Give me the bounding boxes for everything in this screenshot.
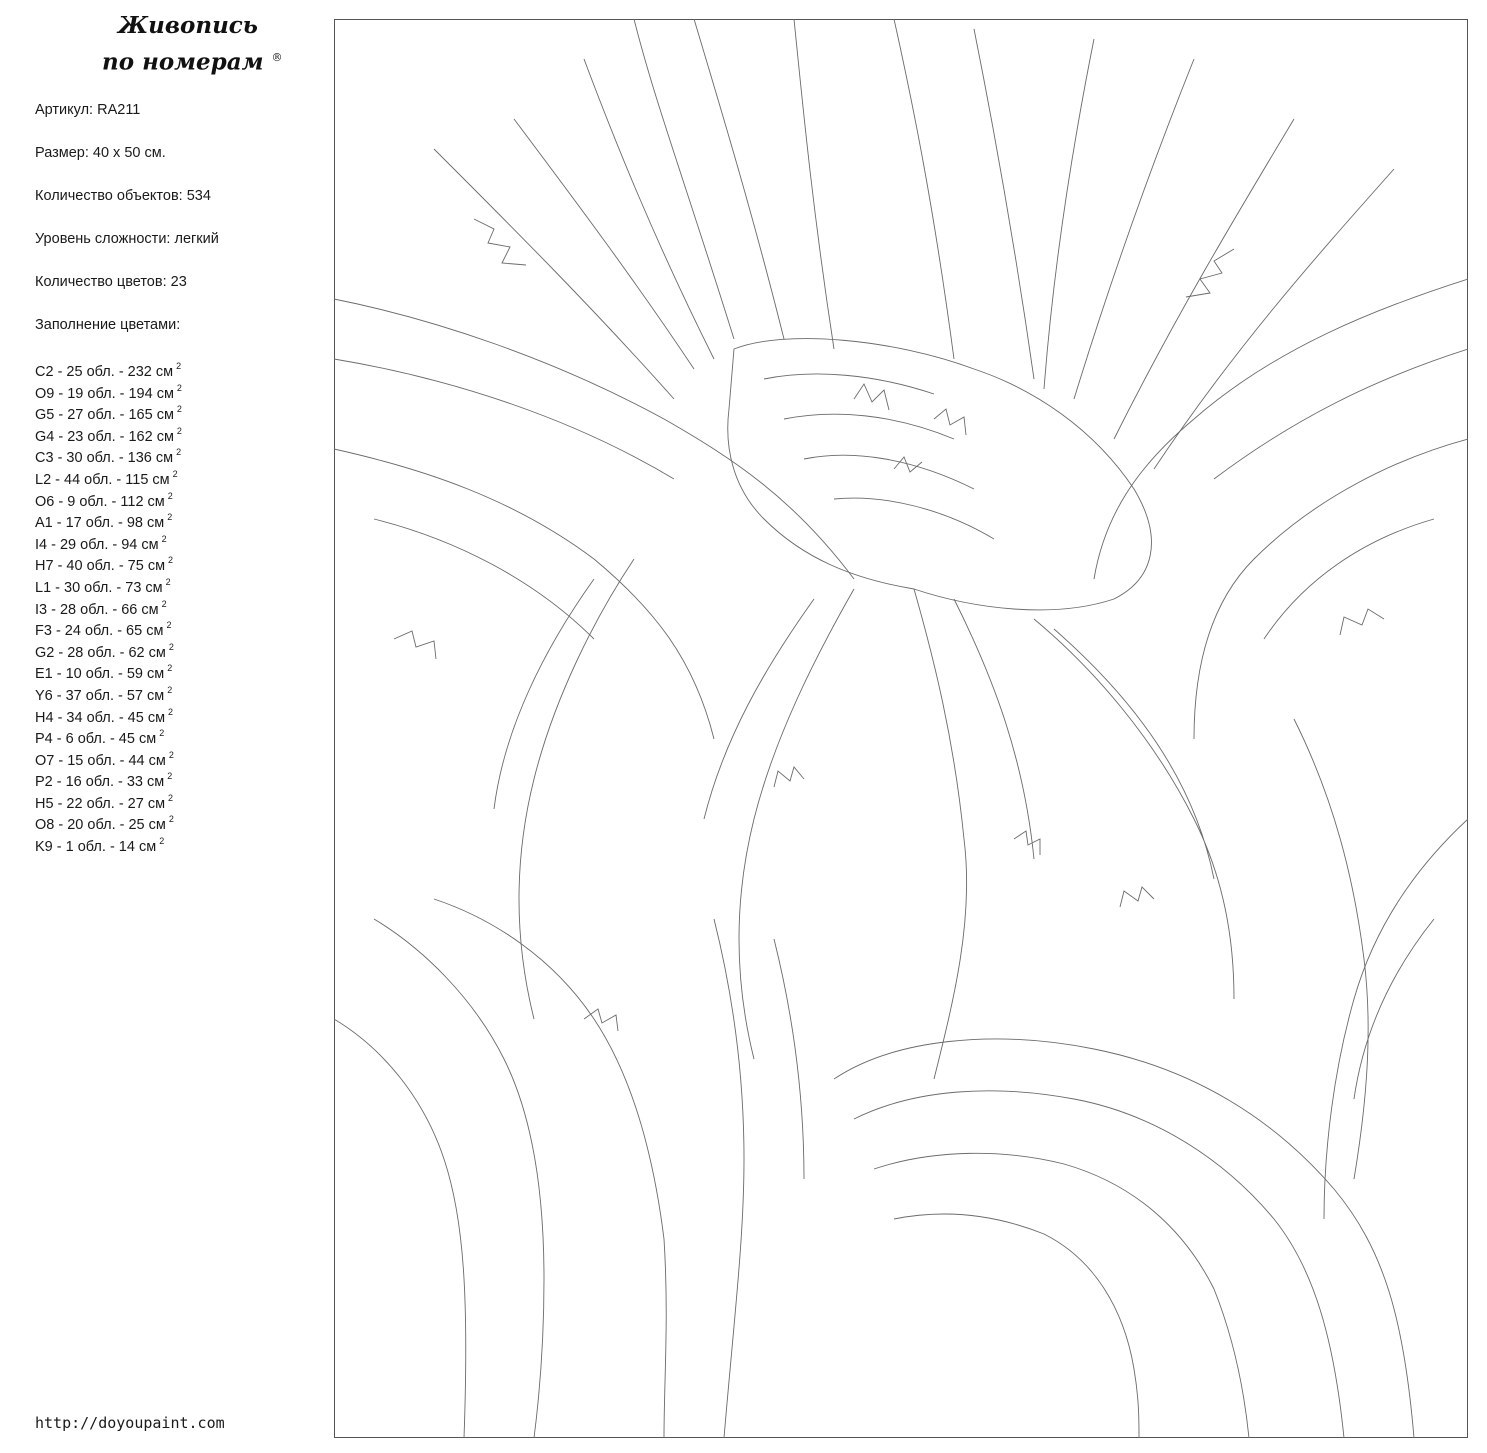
fill-item-text: Y6 - 37 обл. - 57 см	[35, 687, 165, 704]
fill-title: Заполнение цветами:	[35, 317, 181, 333]
square-unit-sup: 2	[166, 620, 172, 631]
fill-item	[35, 378, 182, 400]
brand-logo	[90, 10, 300, 79]
fill-item-text: P2 - 16 обл. - 33 см	[35, 774, 165, 791]
fill-item	[35, 766, 182, 791]
logo-line-2	[90, 42, 300, 79]
fill-item	[35, 831, 182, 856]
fill-item	[35, 723, 182, 748]
product-info	[35, 99, 219, 357]
canvas-border	[335, 20, 1468, 1438]
square-unit-sup: 2	[159, 728, 165, 739]
fill-item	[35, 658, 182, 683]
fill-item	[35, 507, 182, 532]
fill-item-text: G2 - 28 обл. - 62 см	[35, 644, 166, 661]
fill-item	[35, 529, 182, 551]
canvas-size: Размер: 40 х 50 см.	[35, 145, 166, 161]
square-unit-sup: 2	[167, 663, 173, 674]
fill-item	[35, 421, 182, 443]
fill-item	[35, 680, 182, 702]
fill-item-text: L2 - 44 обл. - 115 см	[35, 471, 170, 488]
fill-item	[35, 442, 182, 467]
fill-item	[35, 399, 182, 424]
coloring-canvas	[334, 19, 1468, 1438]
difficulty-level: Уровень сложности: легкий	[35, 231, 219, 247]
square-unit-sup: 2	[176, 404, 182, 415]
article-number: Артикул: RA211	[35, 102, 141, 118]
fill-item	[35, 788, 182, 810]
square-unit-sup: 2	[176, 425, 182, 436]
fill-item	[35, 637, 182, 659]
fill-item-text: C3 - 30 обл. - 136 см	[35, 450, 174, 467]
square-unit-sup: 2	[168, 814, 174, 825]
square-unit-sup: 2	[168, 706, 174, 717]
square-unit-sup: 2	[168, 555, 174, 566]
flower-outline-drawing	[334, 19, 1468, 1438]
fill-item-text: A1 - 17 обл. - 98 см	[35, 515, 165, 532]
registered-mark: ®	[271, 51, 283, 64]
fill-item-text: L1 - 30 обл. - 73 см	[35, 579, 163, 596]
color-fill-list	[35, 356, 182, 856]
logo-line-2-text: по номерам	[102, 48, 264, 76]
square-unit-sup: 2	[168, 641, 174, 652]
square-unit-sup: 2	[167, 684, 173, 695]
fill-item	[35, 745, 182, 767]
fill-item-text: O8 - 20 обл. - 25 см	[35, 817, 166, 834]
fill-item-text: H4 - 34 обл. - 45 см	[35, 709, 166, 726]
fill-item	[35, 464, 182, 486]
fill-item-text: G5 - 27 обл. - 165 см	[35, 407, 174, 424]
outline-strokes	[334, 19, 1468, 1438]
fill-item-text: I4 - 29 обл. - 94 см	[35, 536, 159, 553]
fill-item-text: H7 - 40 обл. - 75 см	[35, 558, 166, 575]
fill-item	[35, 550, 182, 575]
fill-item	[35, 572, 182, 594]
square-unit-sup: 2	[168, 792, 174, 803]
colors-count: Количество цветов: 23	[35, 274, 187, 290]
square-unit-sup: 2	[167, 512, 173, 523]
square-unit-sup: 2	[167, 490, 173, 501]
square-unit-sup: 2	[176, 361, 182, 371]
fill-item-text: G4 - 23 обл. - 162 см	[35, 428, 174, 445]
fill-item-text: H5 - 22 обл. - 27 см	[35, 795, 166, 812]
fill-item-text: O9 - 19 обл. - 194 см	[35, 385, 174, 402]
fill-item	[35, 356, 182, 378]
square-unit-sup: 2	[161, 533, 167, 544]
square-unit-sup: 2	[176, 382, 182, 393]
fill-item-text: O6 - 9 обл. - 112 см	[35, 493, 165, 510]
fill-item-text: F3 - 24 обл. - 65 см	[35, 623, 164, 640]
objects-count: Количество объектов: 534	[35, 188, 211, 204]
square-unit-sup: 2	[176, 447, 182, 458]
fill-item-text: I3 - 28 обл. - 66 см	[35, 601, 159, 618]
fill-item	[35, 702, 182, 724]
fill-item-text: O7 - 15 обл. - 44 см	[35, 752, 166, 769]
square-unit-sup: 2	[167, 771, 173, 782]
fill-item-text: P4 - 6 обл. - 45 см	[35, 731, 157, 748]
square-unit-sup: 2	[168, 749, 174, 760]
fill-item	[35, 809, 182, 834]
fill-item	[35, 486, 182, 508]
website-url[interactable]: http://doyoupaint.com	[35, 1414, 225, 1432]
fill-item	[35, 615, 182, 640]
square-unit-sup: 2	[159, 836, 165, 847]
fill-item-text: C2 - 25 обл. - 232 см	[35, 364, 174, 380]
fill-item	[35, 594, 182, 616]
fill-item-text: E1 - 10 обл. - 59 см	[35, 666, 165, 683]
square-unit-sup: 2	[172, 468, 178, 479]
logo-line-1: Живопись	[118, 12, 258, 39]
fill-item-text: K9 - 1 обл. - 14 см	[35, 839, 157, 856]
square-unit-sup: 2	[161, 598, 167, 609]
square-unit-sup: 2	[165, 576, 171, 587]
